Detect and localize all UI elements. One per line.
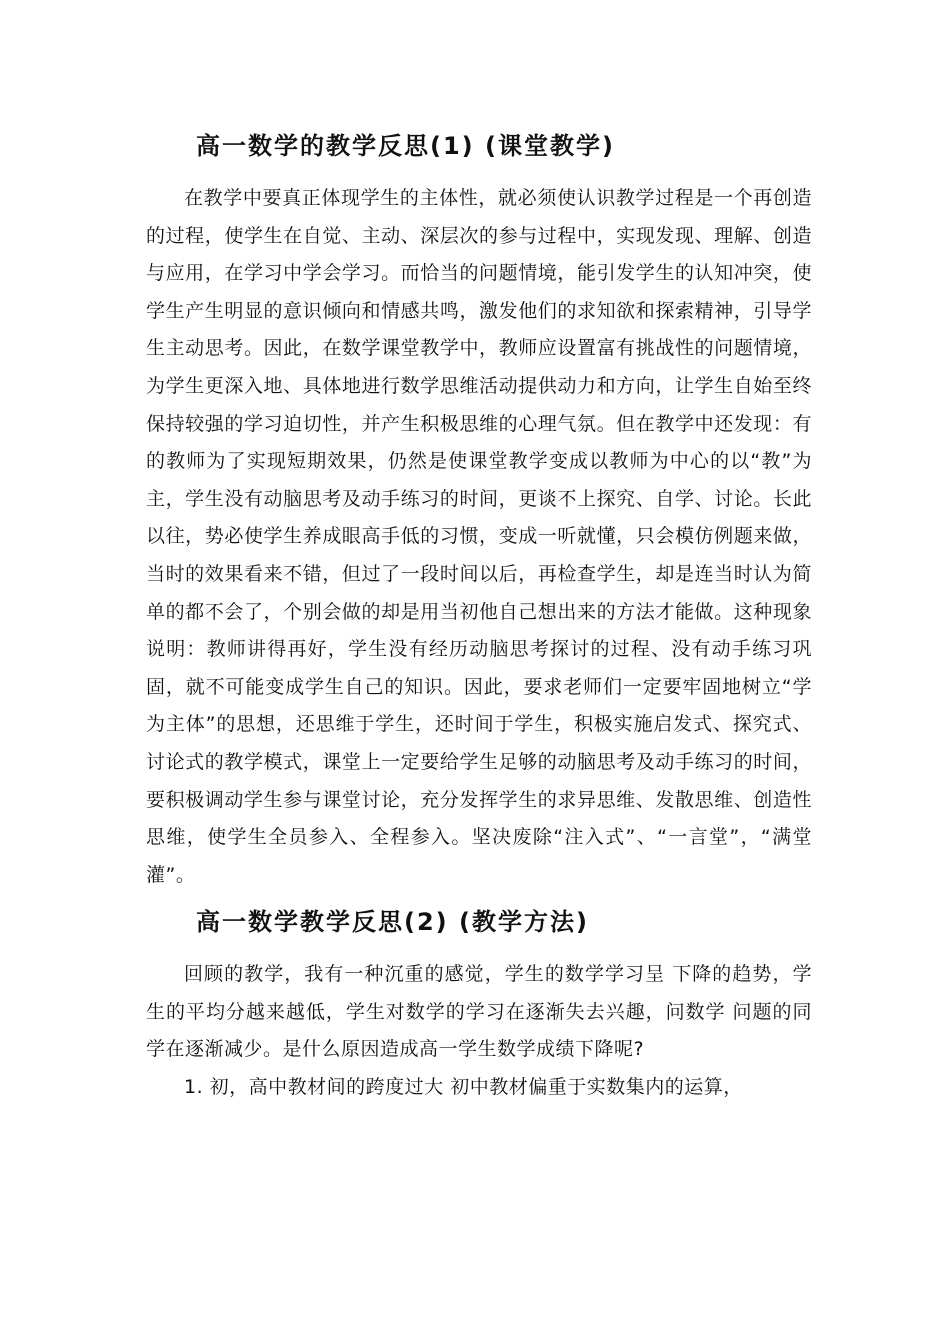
- document-body: [146, 126, 812, 1107]
- section-1-paragraph: 在教学中要真正体现学生的主体性，就必须使认识教学过程是一个再创造的过程，使学生在自觉、主动、深层次的参与过程中，实现发现、理解、创造与应用，在学习中学会学习。而恰当的问题情境，能引发学生的认知冲突，使学生产生明显的意识倾向和情感共鸣，激发他们的求知欲和探索精神，引导学生主动思考。因此，在数学课堂教学中，教师应设置富有挑战性的问题情境，为学生更深入地、具体地进行数学思维活动提供动力和方向，让学生自始至终保持较强的学习迫切性，并产生积极思维的心理气氛。但在教学中还发现：有的教师为了实现短期效果，仍然是使课堂教学变成以教师为中心的以“教”为主，学生没有动脑思考及动手练习的时间，更谈不上探究、自学、讨论。长此以往，势必使学生养成眼高手低的习惯，变成一听就懂，只会模仿例题来做，当时的效果看来不错，但过了一段时间以后，再检查学生，却是连当时认为简单的都不会了，个别会做的却是用当初他自己想出来的方法才能做。这种现象说明：教师讲得再好，学生没有经历动脑思考探讨的过程、没有动手练习巩固，就不可能变成学生自己的知识。因此，要求老师们一定要牢固地树立“学为主体”的思想，还思维于学生，还时间于学生，积极实施启发式、探究式、讨论式的教学模式，课堂上一定要给学生足够的动脑思考及动手练习的时间，要积极调动学生参与课堂讨论，充分发挥学生的求异思维、发散思维、创造性思维，使学生全员参入、全程参入。坚决废除“注入式”、“一言堂”，“满堂灌”。: [146, 187, 812, 886]
- section-2-paragraph-2: 1. 初，高中教材间的跨度过大 初中教材偏重于实数集内的运算，: [184, 1076, 743, 1099]
- section-2-paragraph-1: 回顾的教学，我有一种沉重的感觉，学生的数学学习呈 下降的趋势，学生的平均分越来越低，学生对数学的学习在逐渐失去兴趣，问数学 问题的同学在逐渐减少。是什么原因造成高一学生数学成绩下降呢?: [146, 963, 812, 1061]
- section-2-title: 高一数学教学反思(2) (教学方法): [196, 908, 589, 937]
- section-1-title: 高一数学的教学反思(1) (课堂教学): [196, 132, 615, 160]
